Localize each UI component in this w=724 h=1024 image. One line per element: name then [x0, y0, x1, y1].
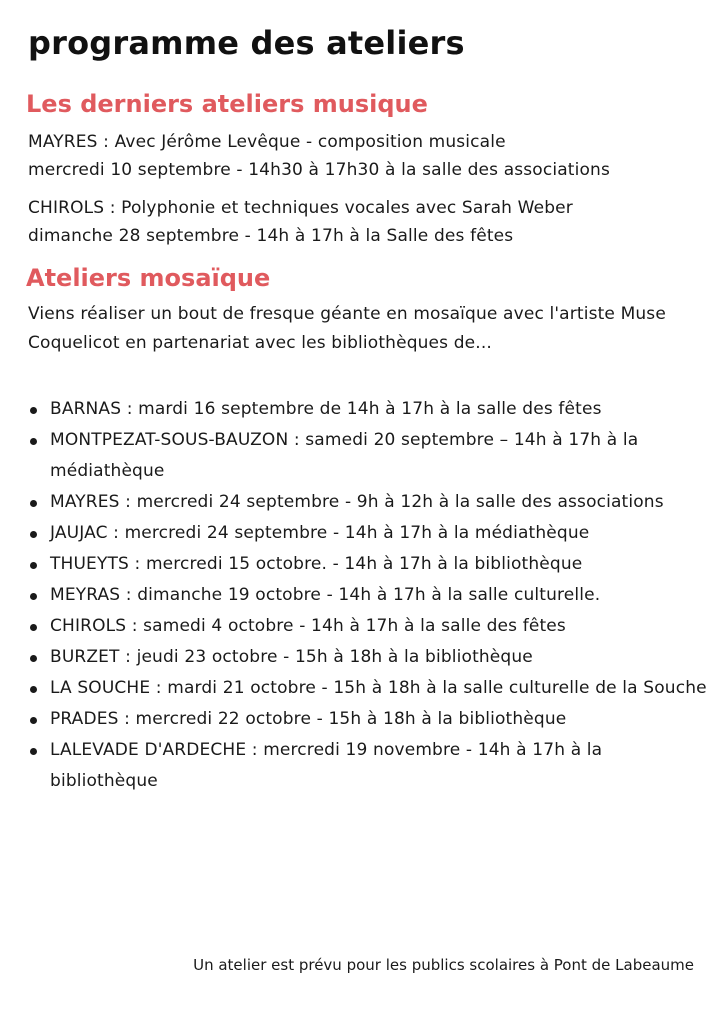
music-entry-line: dimanche 28 septembre - 14h à 17h à la Salle des fêtes — [28, 226, 514, 246]
list-item — [28, 394, 708, 425]
list-item — [28, 642, 708, 673]
bullet-icon — [30, 593, 37, 600]
list-item — [28, 704, 708, 735]
bullet-icon — [30, 500, 37, 507]
bullet-icon — [30, 624, 37, 631]
list-item-text: BURZET : jeudi 23 octobre - 15h à 18h à la bibliothèque — [50, 647, 533, 667]
list-item-text: CHIROLS : samedi 4 octobre - 14h à 17h à la salle des fêtes — [50, 616, 566, 636]
list-item-text: MAYRES : mercredi 24 septembre - 9h à 12h à la salle des associations — [50, 492, 664, 512]
music-heading: Les derniers ateliers musique — [26, 90, 428, 118]
music-entry-line: MAYRES : Avec Jérôme Levêque - composition musicale — [28, 132, 506, 152]
bullet-icon — [30, 717, 37, 724]
bullet-icon — [30, 655, 37, 662]
list-item-text: MONTPEZAT-SOUS-BAUZON : samedi 20 septembre – 14h à 17h à la médiathèque — [50, 430, 639, 481]
mosaic-workshop-list — [28, 394, 708, 797]
mosaic-heading: Ateliers mosaïque — [26, 264, 271, 292]
bullet-icon — [30, 531, 37, 538]
music-entry-line: CHIROLS : Polyphonie et techniques vocales avec Sarah Weber — [28, 198, 573, 218]
bullet-icon — [30, 686, 37, 693]
list-item-text: THUEYTS : mercredi 15 octobre. - 14h à 17h à la bibliothèque — [50, 554, 583, 574]
mosaic-intro: Viens réaliser un bout de fresque géante en mosaïque avec l'artiste Muse Coquelicot en partenariat avec les bibliothèques de... — [28, 304, 666, 353]
music-entry-line: mercredi 10 septembre - 14h30 à 17h30 à la salle des associations — [28, 160, 610, 180]
footer-note: Un atelier est prévu pour les publics scolaires à Pont de Labeaume — [193, 956, 694, 974]
list-item-text: JAUJAC : mercredi 24 septembre - 14h à 17h à la médiathèque — [50, 523, 590, 543]
list-item-text: PRADES : mercredi 22 octobre - 15h à 18h à la bibliothèque — [50, 709, 567, 729]
list-item — [28, 735, 708, 797]
list-item-text: BARNAS : mardi 16 septembre de 14h à 17h à la salle des fêtes — [50, 399, 602, 419]
bullet-icon — [30, 562, 37, 569]
list-item — [28, 487, 708, 518]
list-item — [28, 549, 708, 580]
list-item — [28, 673, 708, 704]
bullet-icon — [30, 748, 37, 755]
bullet-icon — [30, 407, 37, 414]
bullet-icon — [30, 438, 37, 445]
list-item-text: LALEVADE D'ARDECHE : mercredi 19 novembre - 14h à 17h à la bibliothèque — [50, 740, 603, 791]
list-item — [28, 518, 708, 549]
list-item — [28, 425, 708, 487]
list-item-text: LA SOUCHE : mardi 21 octobre - 15h à 18h à la salle culturelle de la Souche — [50, 678, 707, 698]
list-item — [28, 580, 708, 611]
page-title: programme des ateliers — [28, 24, 465, 62]
list-item-text: MEYRAS : dimanche 19 octobre - 14h à 17h à la salle culturelle. — [50, 585, 601, 605]
list-item — [28, 611, 708, 642]
